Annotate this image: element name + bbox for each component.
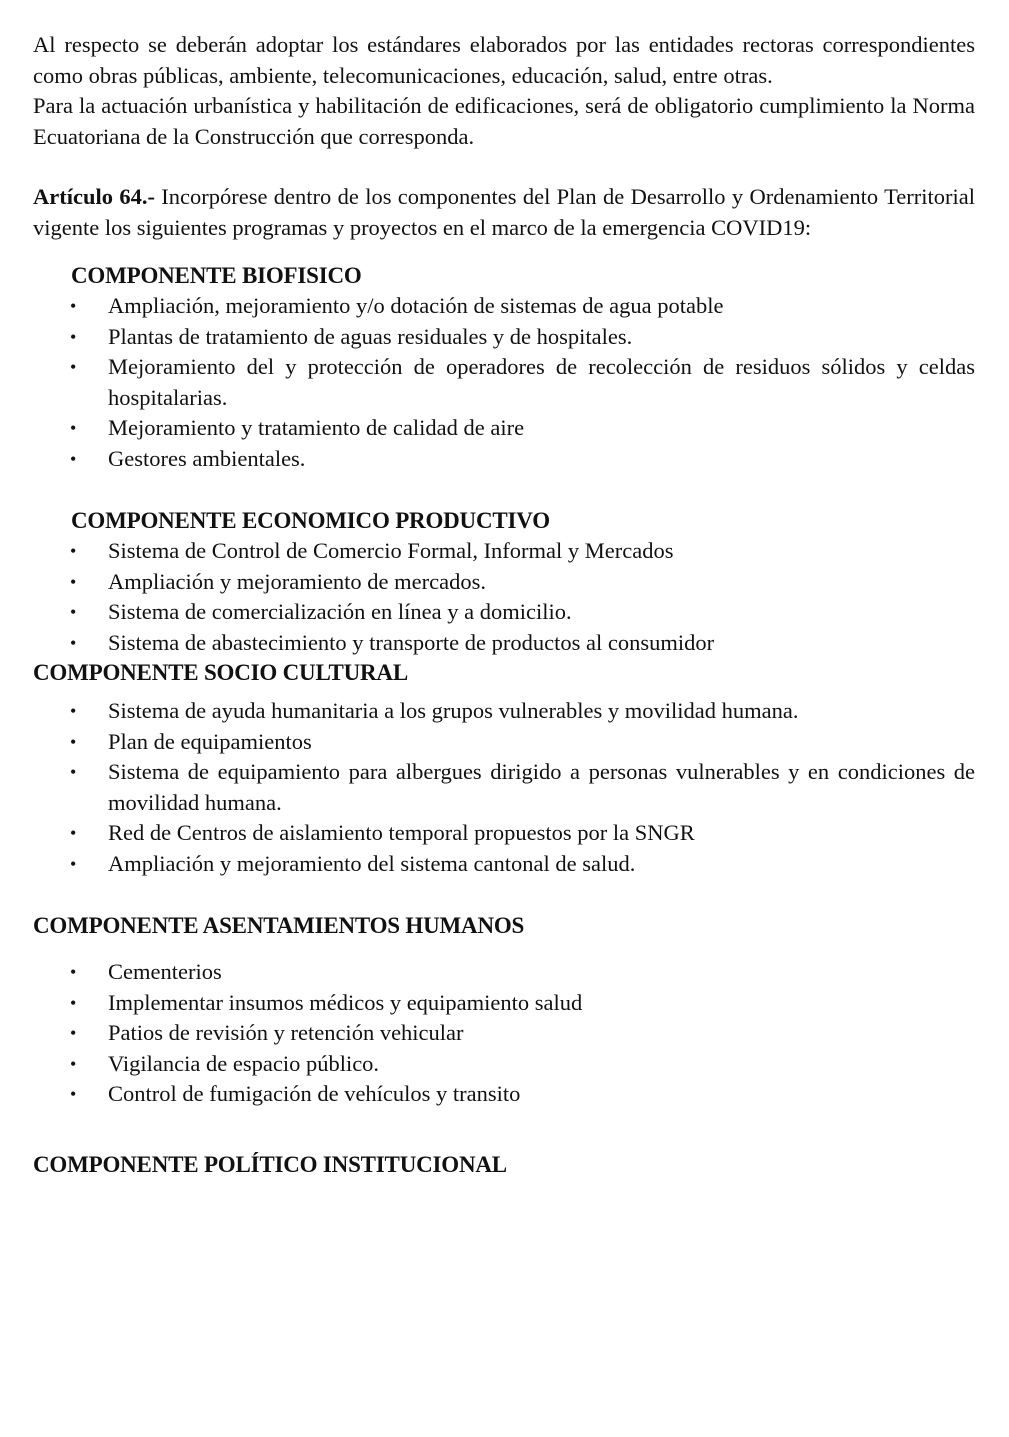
list-item <box>70 567 975 598</box>
list-item-text: Ampliación y mejoramiento de mercados. <box>108 568 487 594</box>
list-item <box>70 352 975 413</box>
bullet-icon: • <box>70 541 77 561</box>
list-item-text: Control de fumigación de vehículos y transito <box>108 1081 521 1106</box>
document-page <box>33 30 975 1180</box>
list-item <box>70 696 975 727</box>
article-64-paragraph <box>33 182 975 243</box>
bullet-icon: • <box>70 326 77 347</box>
list-item-text: Ampliación y mejoramiento del sistema cantonal de salud. <box>108 850 636 876</box>
list-item <box>70 444 975 475</box>
component-asentamientos-humanos <box>33 911 975 1110</box>
list-item <box>70 291 975 322</box>
bullet-icon: • <box>70 448 77 469</box>
bullet-icon: • <box>70 296 77 316</box>
list-item <box>70 757 975 818</box>
list-item <box>70 988 975 1019</box>
list-item-text: Patios de revisión y retención vehicular <box>108 1020 464 1045</box>
article-64-label: Artículo 64.- <box>33 184 155 209</box>
list-item <box>70 957 975 988</box>
component-heading: COMPONENTE POLÍTICO INSTITUCIONAL <box>33 1151 507 1177</box>
list-item <box>70 413 975 444</box>
bullet-icon: • <box>70 731 77 752</box>
list-item <box>70 1049 975 1080</box>
list-item <box>70 849 975 880</box>
intro-paragraph-construction-norm: Para la actuación urbanística y habilitación de edificaciones, será de obligatorio cumplimiento la Norma Ecuatoriana de la Construcción que corresponda. <box>33 93 975 149</box>
bullet-icon: • <box>70 701 77 721</box>
component-bullet-list <box>33 696 975 879</box>
bullet-icon: • <box>70 418 77 438</box>
bullet-icon: • <box>70 571 77 592</box>
list-item-text: Sistema de abastecimiento y transporte de productos al consumidor <box>108 629 715 655</box>
bullet-icon: • <box>70 762 77 782</box>
bullet-icon: • <box>70 1084 77 1104</box>
component-bullet-list <box>33 957 975 1110</box>
list-item-text: Gestores ambientales. <box>108 445 306 471</box>
list-item <box>70 536 975 567</box>
list-item-text: Vigilancia de espacio público. <box>108 1050 380 1076</box>
component-heading: COMPONENTE BIOFISICO <box>71 263 362 288</box>
list-item <box>70 1018 975 1049</box>
bullet-icon: • <box>70 602 77 622</box>
list-item-text: Mejoramiento y tratamiento de calidad de aire <box>108 415 525 440</box>
bullet-icon: • <box>70 1023 77 1043</box>
bullet-icon: • <box>70 823 77 843</box>
list-item-text: Implementar insumos médicos y equipamiento salud <box>108 989 583 1015</box>
component-bullet-list <box>33 291 975 474</box>
component-politico-institucional <box>33 1150 975 1180</box>
component-heading: COMPONENTE ECONOMICO PRODUCTIVO <box>71 508 550 533</box>
bullet-icon: • <box>70 632 77 653</box>
list-item-text: Sistema de comercialización en línea y a domicilio. <box>108 599 572 624</box>
list-item-text: Cementerios <box>108 959 222 984</box>
list-item-text: Mejoramiento del y protección de operadores de recolección de residuos sólidos y celdas hospitalarias. <box>108 354 975 410</box>
list-item-text: Plan de equipamientos <box>108 728 312 754</box>
bullet-icon: • <box>70 962 77 982</box>
bullet-icon: • <box>70 853 77 874</box>
bullet-icon: • <box>70 1053 77 1074</box>
component-heading: COMPONENTE SOCIO CULTURAL <box>33 660 408 685</box>
list-item-text: Plantas de tratamiento de aguas residuales y de hospitales. <box>108 323 633 349</box>
component-biofisico <box>33 261 975 474</box>
bullet-icon: • <box>70 357 77 377</box>
list-item <box>70 597 975 628</box>
component-socio-cultural <box>33 658 975 879</box>
list-item-text: Sistema de ayuda humanitaria a los grupos vulnerables y movilidad humana. <box>108 698 799 723</box>
list-item <box>70 727 975 758</box>
intro-paragraph-standards: Al respecto se deberán adoptar los estándares elaborados por las entidades rectoras correspondientes como obras públicas, ambiente, telecomunicaciones, educación, salud, entre otras. <box>33 32 975 88</box>
article-64-text: Incorpórese dentro de los componentes del Plan de Desarrollo y Ordenamiento Territorial vigente los siguientes programas y proyectos en el marco de la emergencia COVID19: <box>33 184 975 240</box>
list-item <box>70 1079 975 1110</box>
list-item-text: Red de Centros de aislamiento temporal propuestos por la SNGR <box>108 820 695 845</box>
component-bullet-list <box>33 536 975 658</box>
list-item <box>70 628 975 659</box>
component-heading: COMPONENTE ASENTAMIENTOS HUMANOS <box>33 913 525 938</box>
bullet-icon: • <box>70 992 77 1013</box>
list-item <box>70 818 975 849</box>
component-economico-productivo <box>33 506 975 658</box>
list-item-text: Ampliación, mejoramiento y/o dotación de sistemas de agua potable <box>108 293 724 318</box>
list-item-text: Sistema de equipamiento para albergues dirigido a personas vulnerables y en condiciones de movilidad humana. <box>108 759 975 815</box>
list-item-text: Sistema de Control de Comercio Formal, Informal y Mercados <box>108 538 674 563</box>
list-item <box>70 322 975 353</box>
